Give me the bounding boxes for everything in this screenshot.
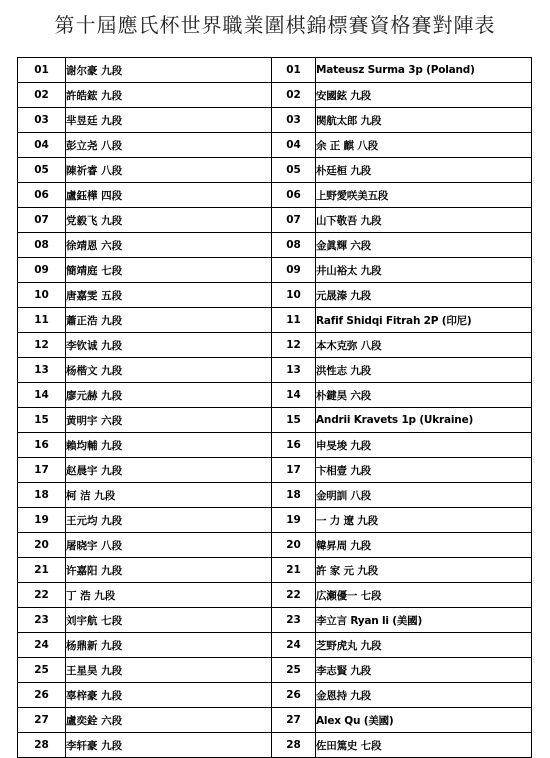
pairing-table xyxy=(17,57,532,758)
left-player-name: 盧奕銓 六段 xyxy=(66,708,272,733)
right-player-name: 一 力 遼 九段 xyxy=(316,508,532,533)
left-seed-number: 20 xyxy=(18,533,66,558)
left-seed-number: 25 xyxy=(18,658,66,683)
table-row xyxy=(18,633,532,658)
table-row xyxy=(18,708,532,733)
right-seed-number: 23 xyxy=(272,608,316,633)
left-seed-number: 01 xyxy=(18,58,66,83)
right-player-name: 卞相壹 九段 xyxy=(316,458,532,483)
right-player-name: 洪性志 九段 xyxy=(316,358,532,383)
right-seed-number: 17 xyxy=(272,458,316,483)
table-row xyxy=(18,608,532,633)
table-row xyxy=(18,383,532,408)
right-player-name: 金恩持 九段 xyxy=(316,683,532,708)
table-row xyxy=(18,208,532,233)
table-row xyxy=(18,358,532,383)
right-player-name: 金明訓 八段 xyxy=(316,483,532,508)
left-player-name: 许嘉阳 九段 xyxy=(66,558,272,583)
table-row xyxy=(18,483,532,508)
right-player-name: 元晟溱 九段 xyxy=(316,283,532,308)
left-seed-number: 09 xyxy=(18,258,66,283)
right-seed-number: 28 xyxy=(272,733,316,758)
table-row xyxy=(18,508,532,533)
left-player-name: 赵晨宇 九段 xyxy=(66,458,272,483)
right-player-name: 朴鍵昊 六段 xyxy=(316,383,532,408)
right-player-name: 佐田篤史 七段 xyxy=(316,733,532,758)
left-player-name: 王元均 九段 xyxy=(66,508,272,533)
left-player-name: 黄明宇 六段 xyxy=(66,408,272,433)
right-player-name: Mateusz Surma 3p (Poland) xyxy=(316,58,532,83)
left-player-name: 徐靖恩 六段 xyxy=(66,233,272,258)
right-seed-number: 25 xyxy=(272,658,316,683)
left-player-name: 谢尔豪 九段 xyxy=(66,58,272,83)
left-seed-number: 03 xyxy=(18,108,66,133)
right-seed-number: 05 xyxy=(272,158,316,183)
right-seed-number: 11 xyxy=(272,308,316,333)
left-seed-number: 26 xyxy=(18,683,66,708)
right-seed-number: 10 xyxy=(272,283,316,308)
right-player-name: Rafif Shidqi Fitrah 2P (印尼) xyxy=(316,308,532,333)
left-seed-number: 22 xyxy=(18,583,66,608)
right-seed-number: 02 xyxy=(272,83,316,108)
table-row xyxy=(18,583,532,608)
right-player-name: 安國鉉 九段 xyxy=(316,83,532,108)
right-seed-number: 03 xyxy=(272,108,316,133)
left-player-name: 王星昊 九段 xyxy=(66,658,272,683)
table-row xyxy=(18,333,532,358)
left-seed-number: 08 xyxy=(18,233,66,258)
left-seed-number: 16 xyxy=(18,433,66,458)
left-seed-number: 14 xyxy=(18,383,66,408)
right-player-name: 李志賢 九段 xyxy=(316,658,532,683)
table-row xyxy=(18,433,532,458)
right-seed-number: 18 xyxy=(272,483,316,508)
right-seed-number: 15 xyxy=(272,408,316,433)
table-row xyxy=(18,83,532,108)
right-seed-number: 16 xyxy=(272,433,316,458)
table-row xyxy=(18,558,532,583)
left-player-name: 李钦诚 九段 xyxy=(66,333,272,358)
left-seed-number: 12 xyxy=(18,333,66,358)
left-player-name: 柯 洁 九段 xyxy=(66,483,272,508)
right-seed-number: 21 xyxy=(272,558,316,583)
right-player-name: 金眞輝 六段 xyxy=(316,233,532,258)
left-player-name: 廖元赫 九段 xyxy=(66,383,272,408)
left-seed-number: 06 xyxy=(18,183,66,208)
table-row xyxy=(18,133,532,158)
left-player-name: 蕭正浩 九段 xyxy=(66,308,272,333)
left-player-name: 辜梓豪 九段 xyxy=(66,683,272,708)
table-row xyxy=(18,58,532,83)
right-seed-number: 06 xyxy=(272,183,316,208)
left-seed-number: 17 xyxy=(18,458,66,483)
right-player-name: 許 家 元 九段 xyxy=(316,558,532,583)
left-player-name: 屠晓宇 八段 xyxy=(66,533,272,558)
right-player-name: 本木克弥 八段 xyxy=(316,333,532,358)
left-player-name: 杨鼎新 九段 xyxy=(66,633,272,658)
left-seed-number: 24 xyxy=(18,633,66,658)
right-seed-number: 14 xyxy=(272,383,316,408)
left-player-name: 唐嘉雯 五段 xyxy=(66,283,272,308)
table-row xyxy=(18,283,532,308)
left-player-name: 簡靖庭 七段 xyxy=(66,258,272,283)
right-player-name: 余 正 麒 八段 xyxy=(316,133,532,158)
right-seed-number: 08 xyxy=(272,233,316,258)
page-title: 第十屆應氏杯世界職業圍棋錦標賽資格賽對陣表 xyxy=(54,13,496,37)
left-seed-number: 05 xyxy=(18,158,66,183)
right-player-name: 申旻埈 九段 xyxy=(316,433,532,458)
left-seed-number: 02 xyxy=(18,83,66,108)
left-seed-number: 18 xyxy=(18,483,66,508)
left-seed-number: 15 xyxy=(18,408,66,433)
table-row xyxy=(18,533,532,558)
table-row xyxy=(18,258,532,283)
table-row xyxy=(18,408,532,433)
right-seed-number: 04 xyxy=(272,133,316,158)
left-player-name: 盧鈺樺 四段 xyxy=(66,183,272,208)
left-player-name: 李轩豪 九段 xyxy=(66,733,272,758)
right-seed-number: 20 xyxy=(272,533,316,558)
table-row xyxy=(18,658,532,683)
table-row xyxy=(18,158,532,183)
left-player-name: 許皓鋐 九段 xyxy=(66,83,272,108)
left-player-name: 陳祈睿 八段 xyxy=(66,158,272,183)
right-player-name: 上野愛咲美五段 xyxy=(316,183,532,208)
table-row xyxy=(18,233,532,258)
right-player-name: 韓昇周 九段 xyxy=(316,533,532,558)
table-row xyxy=(18,108,532,133)
left-seed-number: 21 xyxy=(18,558,66,583)
right-seed-number: 22 xyxy=(272,583,316,608)
left-player-name: 刘宇航 七段 xyxy=(66,608,272,633)
left-seed-number: 27 xyxy=(18,708,66,733)
right-player-name: 朴廷桓 九段 xyxy=(316,158,532,183)
right-seed-number: 24 xyxy=(272,633,316,658)
left-player-name: 賴均輔 九段 xyxy=(66,433,272,458)
left-seed-number: 19 xyxy=(18,508,66,533)
table-row xyxy=(18,183,532,208)
right-seed-number: 13 xyxy=(272,358,316,383)
right-player-name: Alex Qu (美國) xyxy=(316,708,532,733)
right-player-name: 芝野虎丸 九段 xyxy=(316,633,532,658)
right-player-name: 山下敬吾 九段 xyxy=(316,208,532,233)
left-seed-number: 13 xyxy=(18,358,66,383)
left-seed-number: 07 xyxy=(18,208,66,233)
table-row xyxy=(18,308,532,333)
left-player-name: 党毅飞 九段 xyxy=(66,208,272,233)
left-seed-number: 04 xyxy=(18,133,66,158)
left-player-name: 杨楷文 九段 xyxy=(66,358,272,383)
right-player-name: 井山裕太 九段 xyxy=(316,258,532,283)
table-row xyxy=(18,733,532,758)
table-row xyxy=(18,458,532,483)
left-seed-number: 10 xyxy=(18,283,66,308)
left-seed-number: 23 xyxy=(18,608,66,633)
left-player-name: 芈昱廷 九段 xyxy=(66,108,272,133)
right-seed-number: 27 xyxy=(272,708,316,733)
table-row xyxy=(18,683,532,708)
right-seed-number: 09 xyxy=(272,258,316,283)
left-seed-number: 28 xyxy=(18,733,66,758)
right-seed-number: 07 xyxy=(272,208,316,233)
right-player-name: Andrii Kravets 1p (Ukraine) xyxy=(316,408,532,433)
pairing-rows xyxy=(18,58,532,758)
right-player-name: 李立言 Ryan li (美國) xyxy=(316,608,532,633)
right-seed-number: 12 xyxy=(272,333,316,358)
right-player-name: 広瀬優一 七段 xyxy=(316,583,532,608)
left-player-name: 彭立尧 八段 xyxy=(66,133,272,158)
right-seed-number: 01 xyxy=(272,58,316,83)
left-player-name: 丁 浩 九段 xyxy=(66,583,272,608)
right-player-name: 関航太郎 九段 xyxy=(316,108,532,133)
right-seed-number: 26 xyxy=(272,683,316,708)
left-seed-number: 11 xyxy=(18,308,66,333)
right-seed-number: 19 xyxy=(272,508,316,533)
